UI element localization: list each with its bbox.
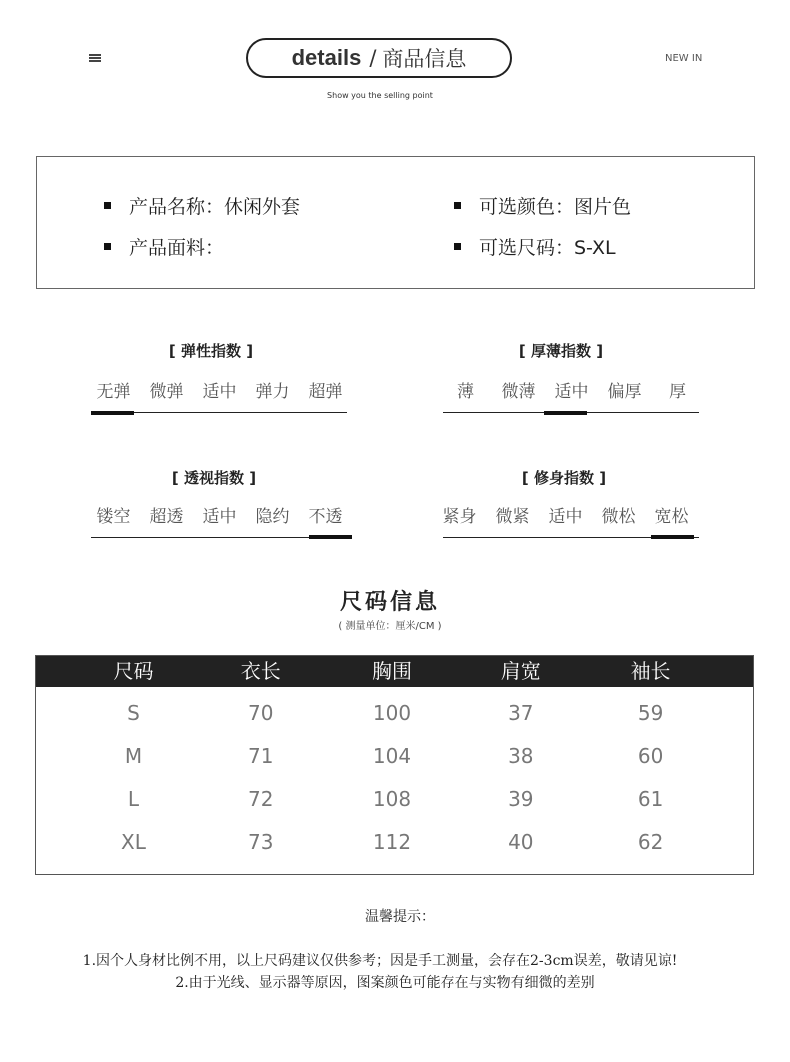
bullet-square-icon <box>104 202 111 209</box>
product-name-text: 产品名称：休闲外套 <box>129 196 301 218</box>
table-cell: 72 <box>248 787 274 811</box>
transparency-options <box>87 502 352 527</box>
product-color-item <box>454 192 631 219</box>
header-cell: 衣长 <box>240 659 281 683</box>
tips-title: 温馨提示： <box>365 909 435 925</box>
fit-selected-marker <box>651 535 694 539</box>
transparency-selected-marker <box>309 535 352 539</box>
table-cell: 37 <box>508 701 534 725</box>
new-in-label: NEW IN <box>665 53 703 64</box>
product-color-text: 可选颜色：图片色 <box>479 196 632 218</box>
fit-option: 微紧 <box>495 507 530 527</box>
transparency-option: 隐约 <box>255 507 290 527</box>
header-cell: 尺码 <box>113 659 154 683</box>
product-fabric-item <box>104 233 224 260</box>
note-line-2: 2.由于光线、显示器等原因，图案颜色可能存在与实物有细微的差别 <box>175 975 595 991</box>
details-title-pill <box>246 38 512 78</box>
table-cell: 60 <box>637 744 664 768</box>
table-cell: 104 <box>372 744 412 768</box>
table-row <box>36 744 753 768</box>
thickness-option: 厚 <box>669 382 686 402</box>
table-cell: XL <box>121 830 146 854</box>
note-line-1: 1.因个人身材比例不用，以上尺码建议仅供参考；因是手工测量，会存在2-3cm误差，敬请见谅! <box>82 953 678 969</box>
table-cell: M <box>124 744 143 768</box>
table-cell: S <box>127 701 140 725</box>
transparency-option: 不透 <box>308 507 343 527</box>
bullet-square-icon <box>104 243 111 250</box>
bullet-square-icon <box>454 243 461 250</box>
header-cell: 袖长 <box>630 659 671 683</box>
product-fabric-text: 产品面料： <box>129 237 225 259</box>
elasticity-option: 适中 <box>202 382 237 402</box>
thickness-option: 薄 <box>457 382 474 402</box>
thickness-option: 偏厚 <box>607 382 642 402</box>
bullet-square-icon <box>454 202 461 209</box>
elasticity-options <box>87 377 352 402</box>
table-cell: 100 <box>372 701 412 725</box>
table-cell: 112 <box>372 830 412 854</box>
table-cell: 62 <box>637 830 664 854</box>
thickness-options <box>439 377 704 402</box>
table-row <box>36 787 753 811</box>
table-cell: 73 <box>248 830 274 854</box>
fit-options <box>433 502 698 527</box>
thickness-selected-marker <box>544 411 587 415</box>
elasticity-option: 超弹 <box>308 382 343 402</box>
fit-option: 紧身 <box>442 507 477 527</box>
size-info-title: 尺码信息 <box>339 590 440 615</box>
header-subtitle: Show you the selling point <box>327 91 433 100</box>
header-cell: 肩宽 <box>500 659 541 683</box>
table-cell: 71 <box>248 744 274 768</box>
size-table-header <box>36 656 753 687</box>
fit-option: 宽松 <box>654 507 689 527</box>
product-info-box <box>36 156 755 289</box>
table-cell: 59 <box>637 701 664 725</box>
table-row <box>36 830 753 854</box>
table-cell: 108 <box>372 787 412 811</box>
table-cell: 61 <box>637 787 664 811</box>
header-cell: 胸围 <box>372 659 413 683</box>
elasticity-option: 弹力 <box>255 382 290 402</box>
elasticity-option: 微弹 <box>149 382 184 402</box>
elasticity-option: 无弹 <box>96 382 131 402</box>
fit-option: 适中 <box>548 507 583 527</box>
menu-icon[interactable] <box>89 54 101 62</box>
title-en: details <box>291 45 362 70</box>
size-info-subtitle: ( 测量单位：厘米/CM ) <box>338 621 442 632</box>
transparency-option: 适中 <box>202 507 237 527</box>
table-cell: 70 <box>248 701 274 725</box>
table-cell: L <box>127 787 140 811</box>
transparency-option: 超透 <box>149 507 184 527</box>
thickness-option: 适中 <box>554 382 589 402</box>
table-cell: 39 <box>508 787 534 811</box>
product-size-item <box>454 233 616 260</box>
title-separator: / <box>369 46 377 70</box>
thickness-option: 微薄 <box>501 382 536 402</box>
elasticity-selected-marker <box>91 411 134 415</box>
elasticity-title: [ 弹性指数 ] <box>168 342 254 360</box>
product-size-text: 可选尺码：S-XL <box>479 237 616 259</box>
table-cell: 38 <box>508 744 534 768</box>
size-table <box>35 655 754 875</box>
table-row <box>36 701 753 725</box>
product-name-item <box>104 192 300 219</box>
thickness-title: [ 厚薄指数 ] <box>518 342 604 360</box>
title-cn: 商品信息 <box>382 47 467 71</box>
fit-title: [ 修身指数 ] <box>521 469 607 487</box>
table-cell: 40 <box>508 830 534 854</box>
fit-option: 微松 <box>601 507 636 527</box>
transparency-title: [ 透视指数 ] <box>171 469 257 487</box>
transparency-option: 镂空 <box>96 507 131 527</box>
